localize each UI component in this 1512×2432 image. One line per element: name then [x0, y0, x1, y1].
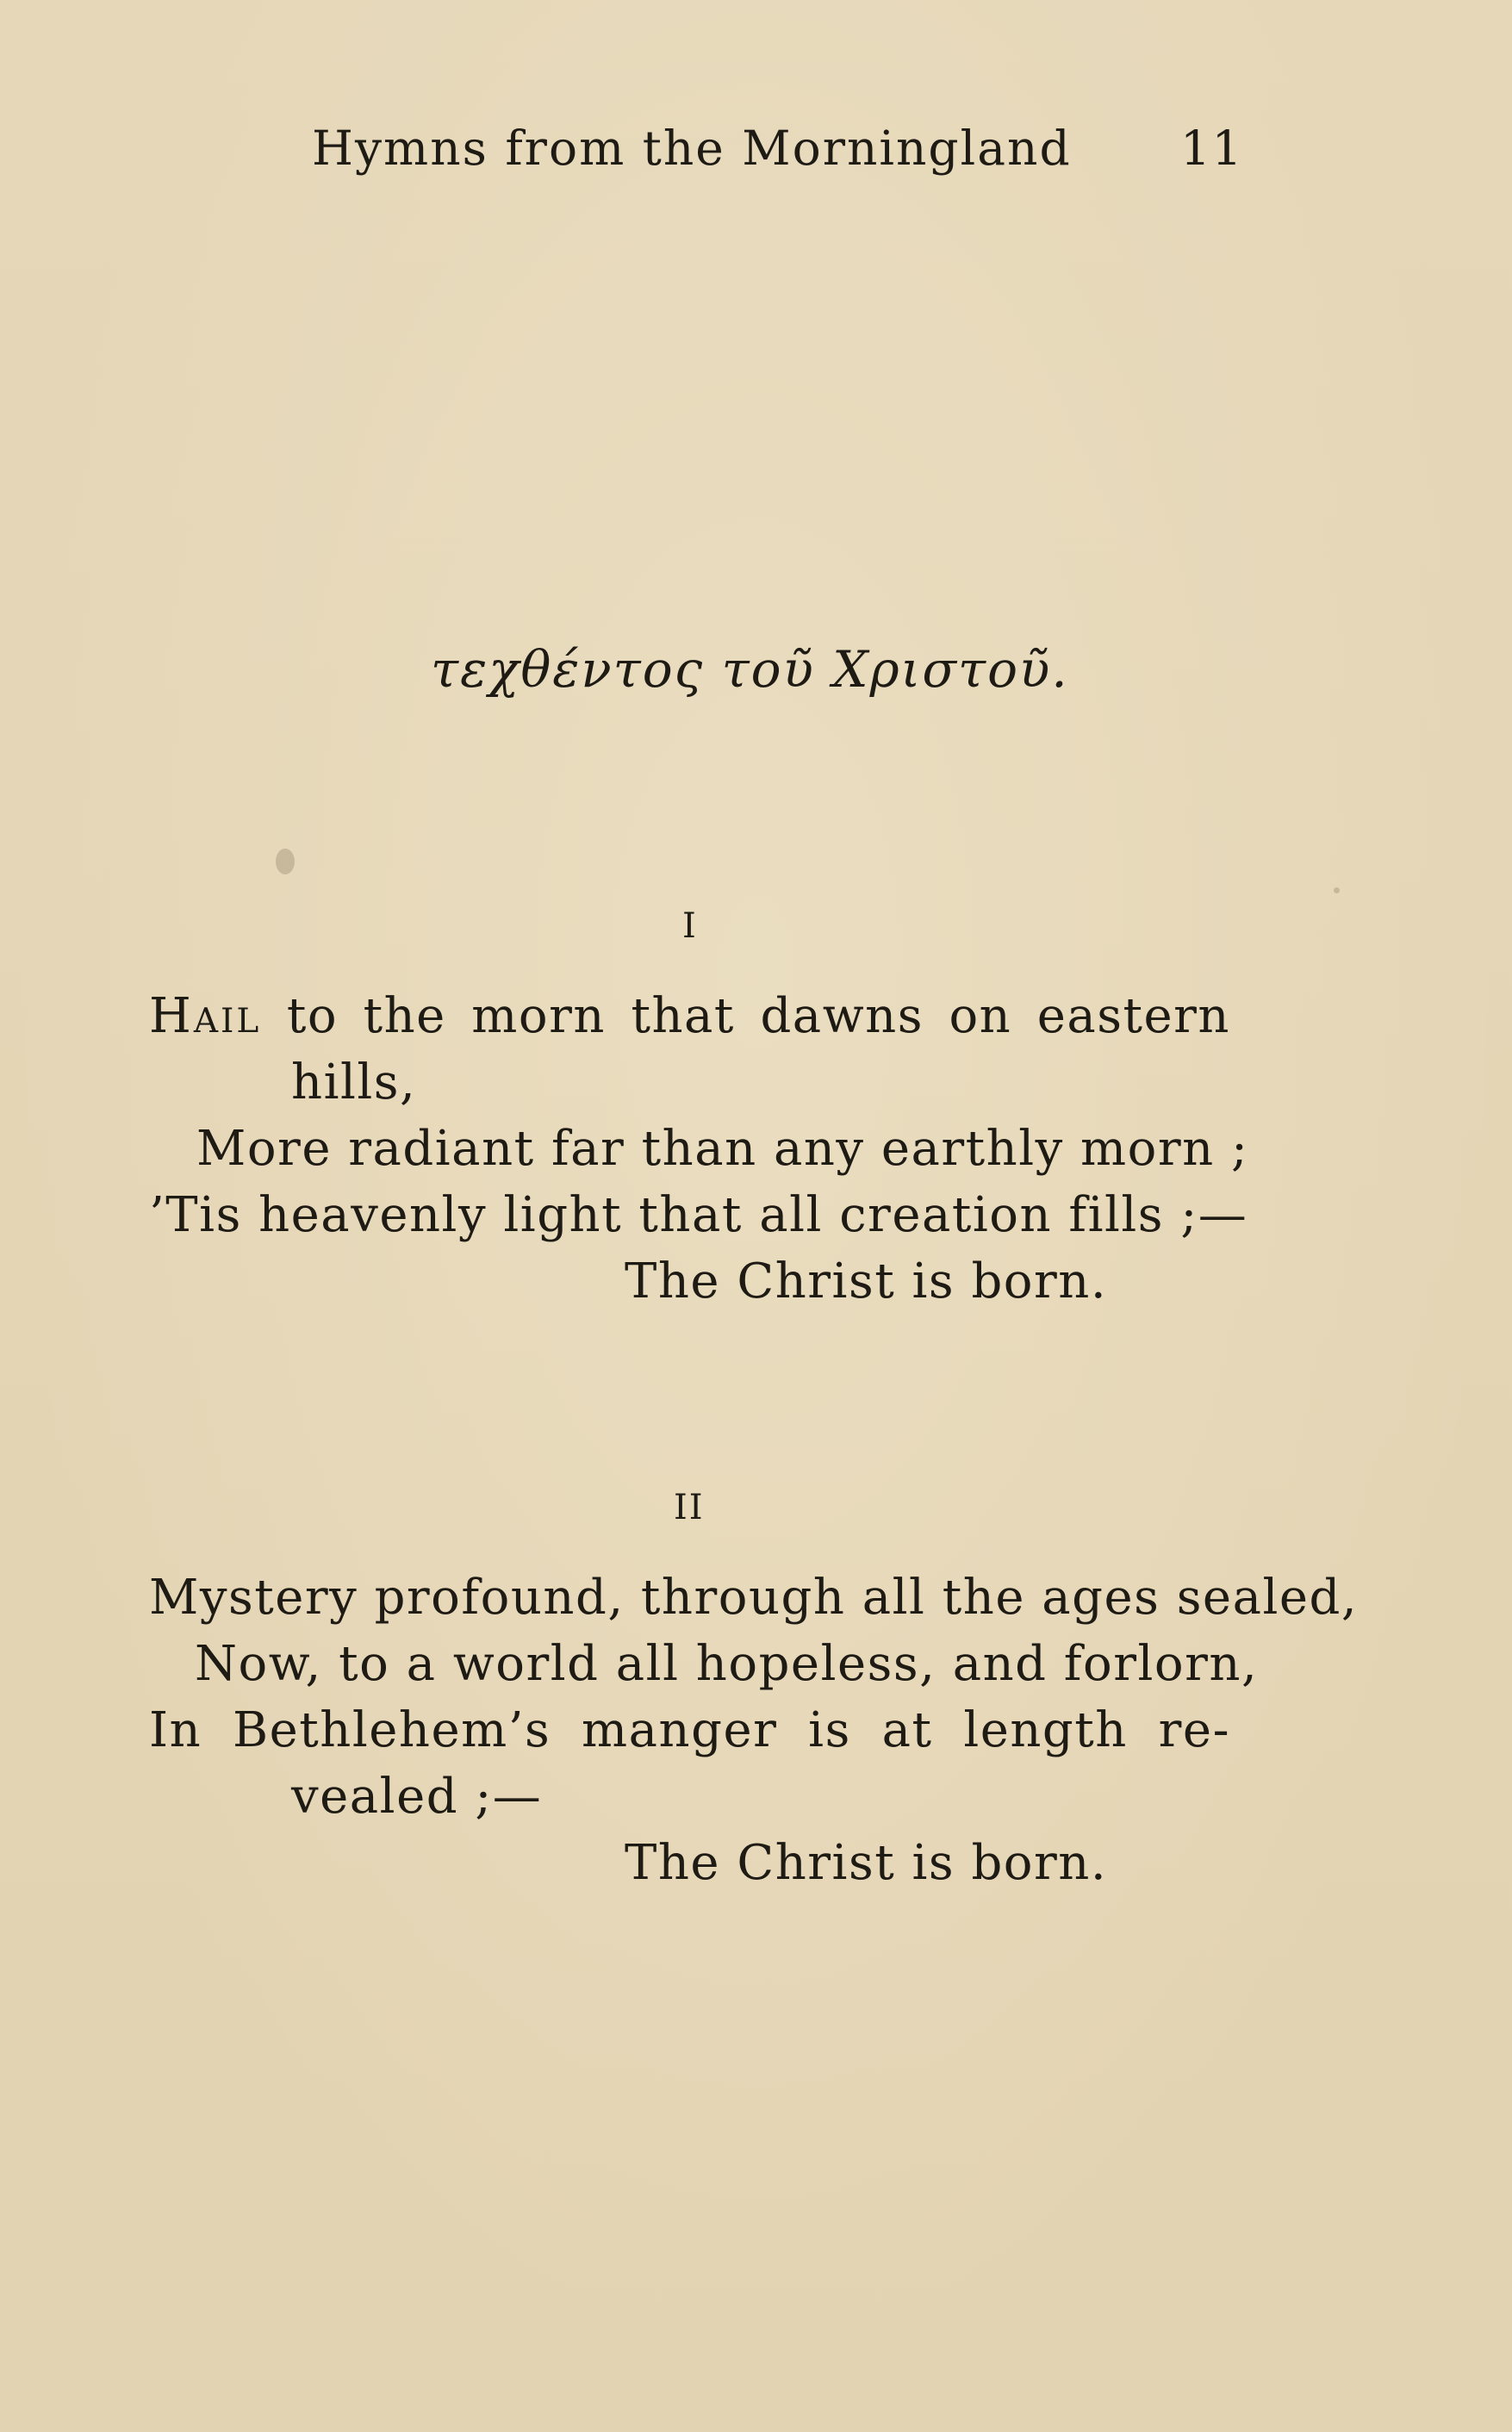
greek-epigraph: τεχθέντος τοῦ Χριστοῦ. [431, 640, 1069, 699]
verse-line: More radiant far than any earthly morn ; [196, 1121, 1249, 1177]
verse-refrain: The Christ is born. [625, 1835, 1108, 1891]
verse-refrain: The Christ is born. [625, 1253, 1108, 1309]
paper-speck [276, 849, 295, 874]
page-number: 11 [1180, 121, 1243, 176]
verse-line: ’Tis heavenly light that all creation fills ;— [149, 1187, 1248, 1243]
verse-line: In Bethlehem’s manger is at length re- [149, 1702, 1230, 1758]
verse-line: Mystery profound, through all the ages sealed, [149, 1570, 1359, 1626]
running-title: Hymns from the Morningland [312, 121, 1072, 176]
verse-line: hills, [291, 1054, 417, 1110]
stanza-numeral: II [674, 1488, 705, 1527]
stanza-numeral: I [682, 906, 698, 946]
verse-line: Now, to a world all hopeless, and forlorn, [195, 1636, 1259, 1692]
verse-line [149, 988, 1230, 1044]
verse-lead-word: Hail [149, 988, 262, 1044]
verse-line: vealed ;— [291, 1769, 543, 1825]
paper-speck [1334, 887, 1340, 893]
verse-line-text: to the morn that dawns on eastern [261, 988, 1230, 1044]
